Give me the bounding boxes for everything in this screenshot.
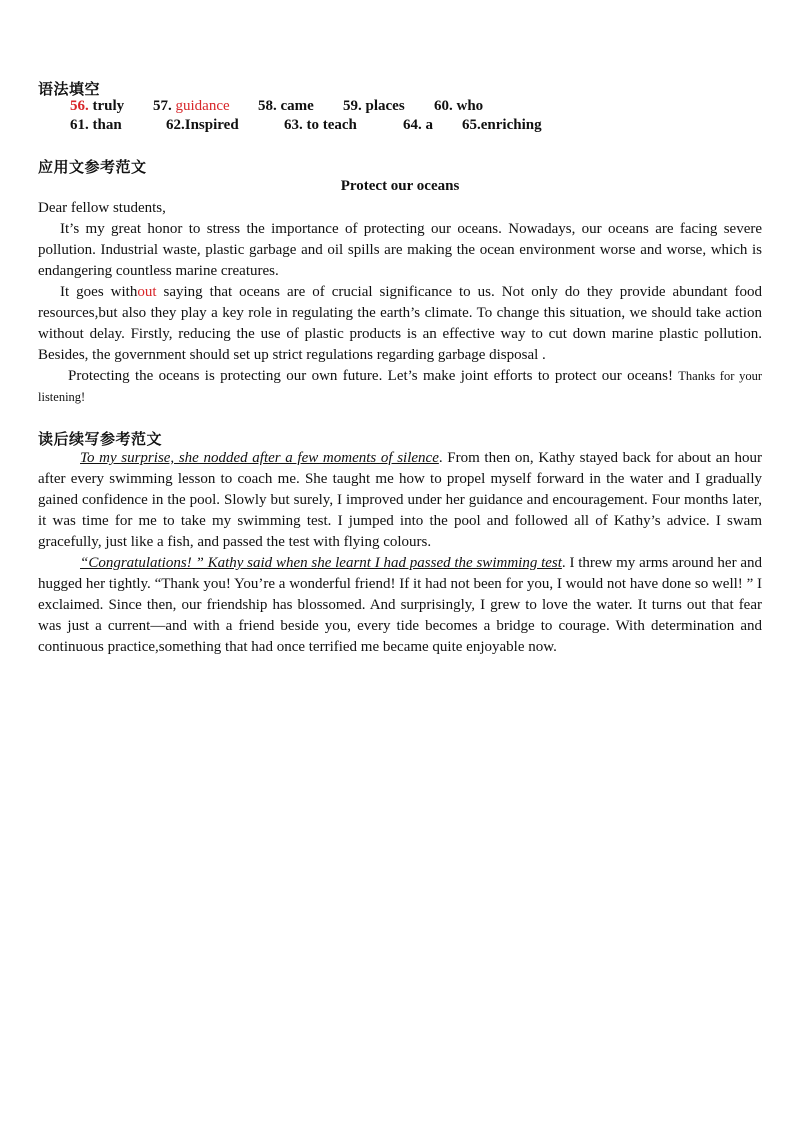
answer-59: 59. places (343, 98, 405, 114)
answer-64: 64. a (403, 117, 433, 133)
answer-56: 56. truly (70, 98, 125, 114)
letter-greeting: Dear fellow students, (38, 200, 166, 216)
answer-65: 65.enriching (462, 117, 542, 133)
continuation-paragraph-2: “Congratulations! ” Kathy said when she learnt I had passed the swimming test. I threw my arms around her and hugged her tightly. “Thank you! You’re a wonderful friend! If it had not been for you, I would not have done so well! ” I exclaimed. Since then, our friendship has blossomed. And surprisingly, I grew to love the water. It turns out that fear was just a current—and with a friend beside you, every tide becomes a bridge to courage. With determination and continuous practice,something that had once terrified me became quite enjoyable now. (38, 555, 762, 655)
answer-63: 63. to teach (284, 117, 357, 133)
answer-60: 60. who (434, 98, 484, 114)
answer-58: 58. came (258, 98, 314, 114)
section-title-practical-writing: 应用文参考范文 (38, 158, 147, 176)
continuation-paragraph-1: To my surprise, she nodded after a few moments of silence. From then on, Kathy stayed back for about an hour after every swimming lesson to coach me. She taught me how to propel myself forward in the water and I gradually gained confidence in the pool. Slowly but surely, I improved under her guidance and encouragement. Four months later, it was time for me to take my swimming test. I jumped into the pool and followed all of Kathy’s advice. I swam gracefully, just like a fish, and passed the test with flying colours. (38, 450, 762, 550)
answer-57: 57. guidance (153, 98, 230, 114)
letter-paragraph-2: It goes without saying that oceans are of crucial significance to us. Not only do they provide abundant food resources,but also they play a key role in regulating the earth’s climate. To change this situation, we should take action without delay. Firstly, reducing the use of plastic products is an effective way to cut down marine plastic pollution. Besides, the government should set up strict regulations regarding garbage disposal . (38, 284, 763, 363)
continuation-body (38, 448, 762, 658)
letter-body (38, 198, 762, 408)
letter-paragraph-1: It’s my great honor to stress the importance of protecting our oceans. Nowadays, our oceans are facing severe pollution. Industrial waste, plastic garbage and oil spills are making the ocean environment worse and worse, which is endangering countless marine creatures. (38, 221, 762, 279)
section-title-grammar: 语法填空 (38, 80, 101, 98)
essay-title: Protect our oceans (340, 178, 460, 194)
answer-61: 61. than (70, 117, 122, 133)
letter-paragraph-3: Protecting the oceans is protecting our own future. Let’s make joint efforts to protect our oceans! Thanks for your listening! (38, 368, 762, 404)
section-title-continuation-writing: 读后续写参考范文 (38, 430, 163, 448)
answer-62: 62.Inspired (166, 117, 239, 133)
